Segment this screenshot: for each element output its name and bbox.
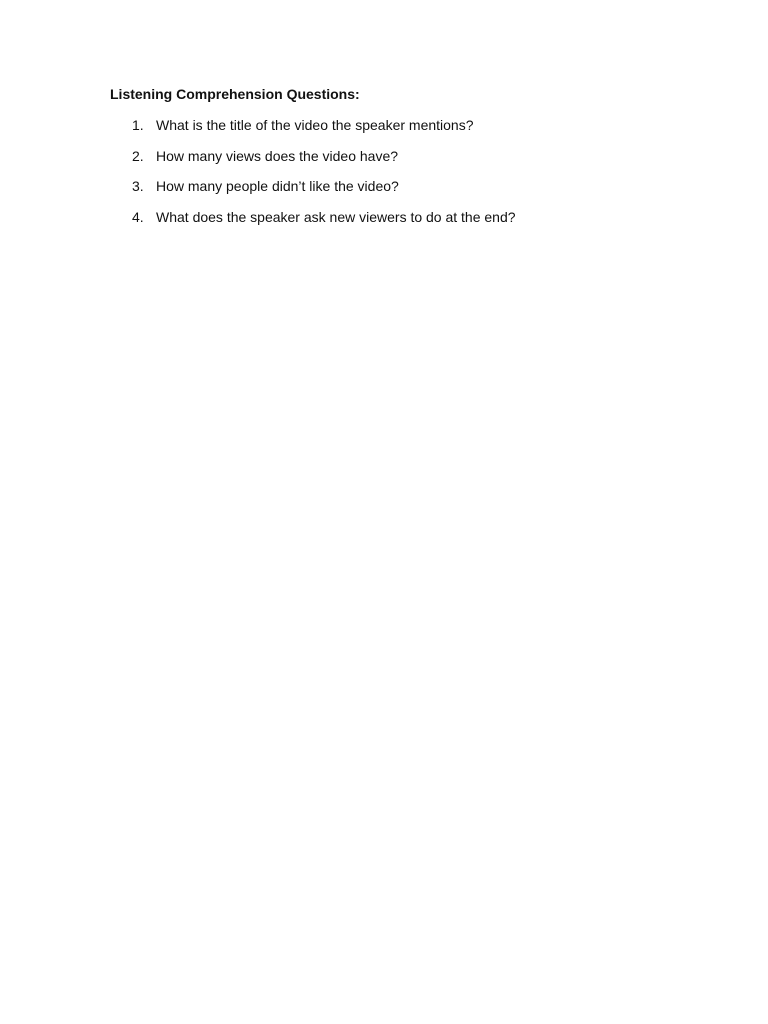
question-number-4: 4.	[132, 208, 144, 225]
question-text-2: How many views does the video have?	[156, 147, 399, 164]
question-text-4: What does the speaker ask new viewers to do at the end?	[156, 208, 516, 225]
section-heading: Listening Comprehension Questions:	[110, 86, 360, 102]
question-number-2: 2.	[132, 147, 144, 164]
question-text-1: What is the title of the video the speaker mentions?	[156, 117, 474, 133]
question-number-1: 1.	[132, 117, 144, 133]
question-number-3: 3.	[132, 178, 144, 194]
question-text-3: How many people didn’t like the video?	[156, 178, 399, 194]
